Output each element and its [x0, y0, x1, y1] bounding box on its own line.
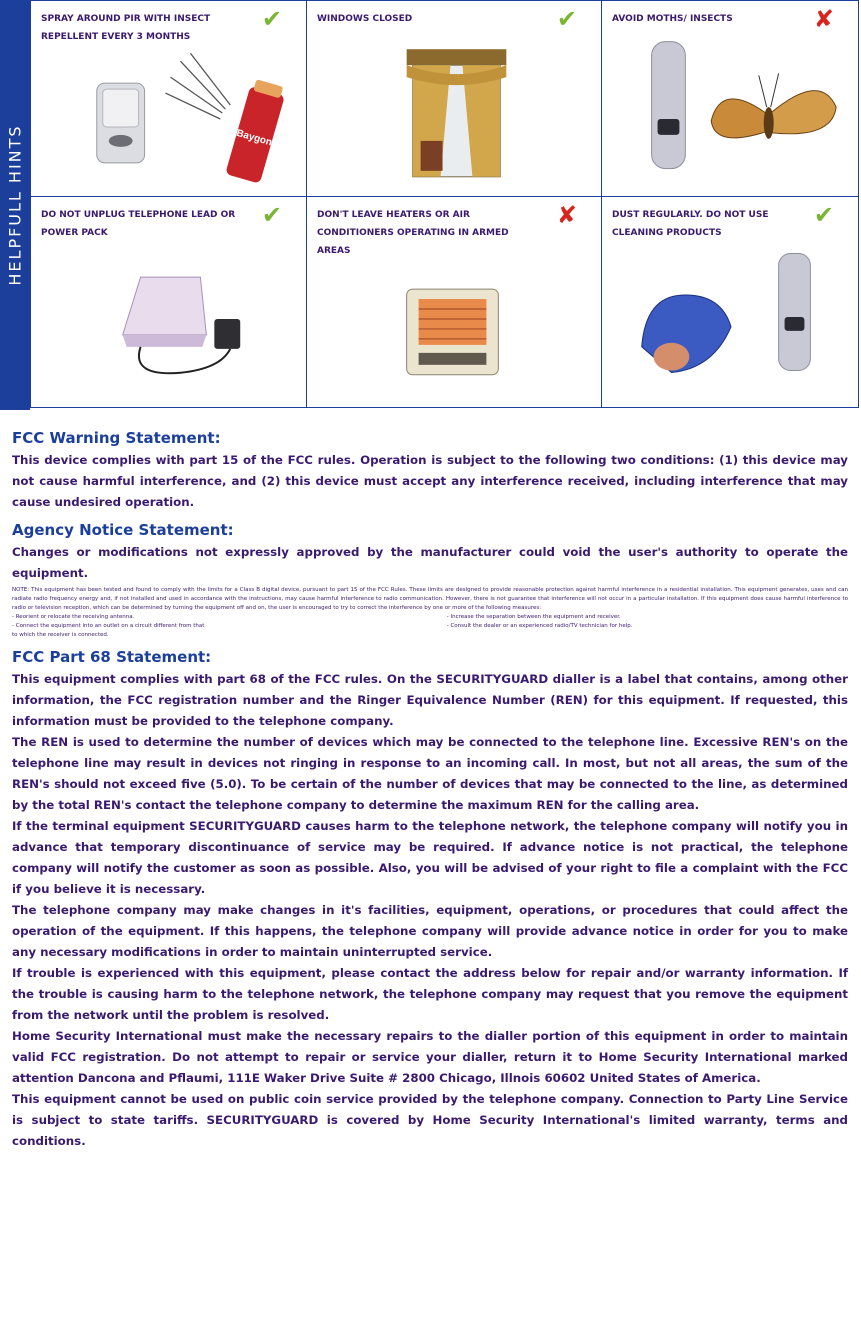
hint-caption: DO NOT UNPLUG TELEPHONE LEAD OR POWER PACK [41, 210, 236, 238]
fcc-warning-heading: FCC Warning Statement: [12, 429, 221, 447]
hint-caption: DUST REGULARLY. DO NOT USE CLEANING PRODUCTS [612, 210, 769, 238]
pir-spray-illustration [31, 41, 306, 191]
dusting-illustration [602, 237, 858, 387]
hand-cloth-icon [642, 295, 731, 373]
hints-grid [30, 0, 859, 408]
hint-windows-closed [307, 1, 602, 197]
power-pack-icon [214, 319, 240, 349]
hints-sidebar [0, 0, 30, 410]
sensor-icon [779, 253, 811, 370]
measure-item: - Increase the separation between the equipment and receiver. [446, 614, 621, 620]
window-icon [407, 49, 507, 177]
hint-do-not-unplug [31, 197, 307, 407]
agency-notice-note: NOTE: This equipment has been tested and found to comply with the limits for a Class B digital device, pursuant to part 15 of the FCC Rules. These limits are designed to provide reasonable protection against harmful interference in a residential installation. This equipment generates, uses and can radiate radio frequency energy and, if not installed and used in accordance with the instructions, may cause harmful interference to radio communication. However, there is not guarantee that interference will not occur in a particular installation. If this equipment does cause harmful interference to radio or television reception, which can be determined by turning the equipment off and on, the user is encouraged to try to correct the interference by one or more of the following measures: [12, 587, 848, 611]
moth-icon [711, 73, 836, 138]
check-icon: ✔ [261, 201, 282, 229]
interference-measures [12, 613, 848, 640]
heater-icon [407, 289, 499, 375]
part68-paragraph: If the terminal equipment SECURITYGUARD causes harm to the telephone network, the telephone company will notify you in advance that temporary discontinuance of service may be required. If advance notice is not practical, the telephone company will notify the customer as soon as possible. Also, you will be advised of your right to file a complaint with the FCC if you believe it is necessary. [12, 819, 848, 896]
window-curtains-illustration [307, 41, 601, 191]
part68-paragraph: The REN is used to determine the number of devices which may be connected to the telephone line. Excessive REN's on the telephone line may result in devices not ringing in response to an incoming call. In most, but not all areas, the sum of the REN's should not exceed five (5.0). To be certain of the number of devices that may be connected to the line, as determined by the total REN's contact the telephone company to determine the maximum REN for the calling area. [12, 735, 848, 812]
hints-sidebar-title: HELPFULL HINTS [5, 124, 25, 286]
cross-icon: ✘ [813, 5, 834, 33]
hint-caption: WINDOWS CLOSED [317, 14, 413, 24]
measure-item: - Connect the equipment into an outlet on a circuit different from that to which the receiver is connected. [12, 623, 205, 638]
measure-item: - Consult the dealer or an experienced radio/TV technician for help. [446, 623, 633, 629]
measure-item: - Reorient or relocate the receiving antenna. [12, 614, 135, 620]
heater-illustration [307, 237, 601, 387]
check-icon: ✔ [813, 201, 834, 229]
dialler-unit-icon [123, 277, 207, 347]
helpful-hints-panel [0, 0, 861, 410]
check-icon: ✔ [261, 5, 282, 33]
hint-dust-regularly [602, 197, 858, 407]
regulatory-text [12, 426, 848, 1152]
dialler-powerpack-illustration [31, 237, 306, 387]
sensor-icon [652, 42, 686, 169]
check-icon: ✔ [556, 5, 577, 33]
fcc-warning-body: This device complies with part 15 of the FCC rules. Operation is subject to the following two conditions: (1) this device may not cause harmful interference, and (2) this device must accept any interference received, including interference that may cause undesired operation. [12, 453, 848, 509]
sensor-moth-illustration [602, 41, 858, 191]
hint-caption: AVOID MOTHS/ INSECTS [612, 14, 733, 24]
fcc-part68-heading: FCC Part 68 Statement: [12, 648, 212, 666]
part68-paragraph: The telephone company may make changes in it's facilities, equipment, operations, or procedures that could affect the operation of the equipment. If this happens, the telephone company will provide advance notice in order for you to make any necessary modifications in order to maintain uninterrupted service. [12, 903, 848, 959]
hint-caption: DON'T LEAVE HEATERS OR AIR CONDITIONERS OPERATING IN ARMED AREAS [317, 210, 509, 256]
hint-avoid-moths [602, 1, 858, 197]
agency-notice-body: Changes or modifications not expressly approved by the manufacturer could void the user's authority to operate the equipment. [12, 545, 848, 580]
hint-spray-pir [31, 1, 307, 197]
hint-no-heaters [307, 197, 602, 407]
part68-paragraph: This equipment complies with part 68 of the FCC rules. On the SECURITYGUARD dialler is a label that contains, among other information, the FCC registration number and the Ringer Equivalence Number (REN) for this equipment. If requested, this information must be provided to the telephone company. [12, 672, 848, 728]
cross-icon: ✘ [556, 201, 577, 229]
agency-notice-heading: Agency Notice Statement: [12, 521, 234, 539]
part68-paragraph: This equipment cannot be used on public coin service provided by the telephone company. Connection to Party Line Service is subject to state tariffs. SECURITYGUARD is covered by Home Security International's limited warranty, terms and conditions. [12, 1092, 848, 1148]
part68-paragraph: If trouble is experienced with this equipment, please contact the address below for repair and/or warranty information. If the trouble is causing harm to the telephone network, the telephone company may request that you remove the equipment from the network until the problem is resolved. [12, 966, 848, 1022]
hint-caption: SPRAY AROUND PIR WITH INSECT REPELLENT EVERY 3 MONTHS [41, 14, 211, 42]
spray-can-icon [225, 78, 288, 184]
part68-paragraph: Home Security International must make the necessary repairs to the dialler portion of this equipment in order to maintain valid FCC registration. Do not attempt to repair or service your dialler, return it to Home Security International marked attention Dancona and Pflaumi, 111E Waker Drive Suite # 2800 Chicago, Illnois 60602 United States of America. [12, 1029, 848, 1085]
spray-label: Baygon [235, 127, 274, 149]
pir-sensor-icon [97, 83, 145, 163]
